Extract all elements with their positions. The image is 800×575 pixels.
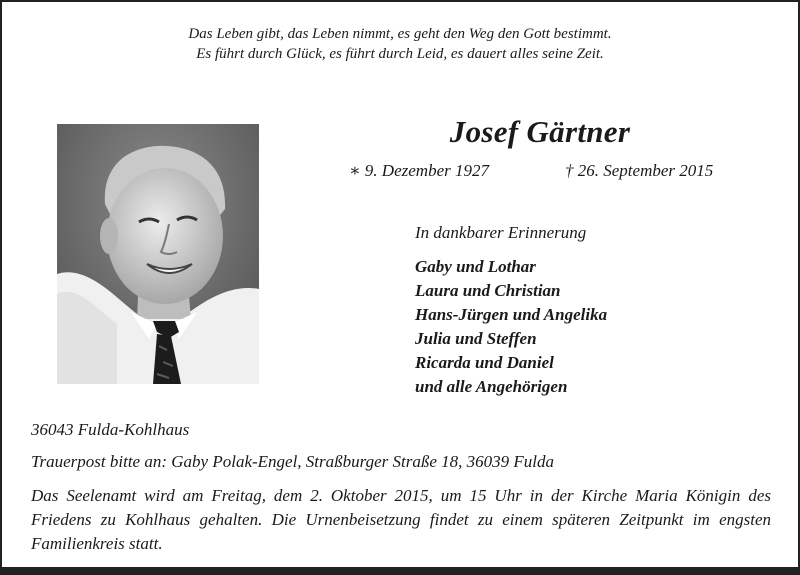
location-line: 36043 Fulda-Kohlhaus	[31, 420, 190, 439]
mourner-name: Gaby und Lothar	[415, 257, 536, 276]
mourners-list	[415, 255, 607, 399]
deceased-name: Josef Gärtner	[449, 114, 631, 149]
portrait-image	[57, 124, 259, 384]
mourner-name: Julia und Steffen	[415, 329, 537, 348]
condolence-address: Trauerpost bitte an: Gaby Polak-Engel, Straßburger Straße 18, 36039 Fulda	[31, 452, 555, 471]
birth-date: ∗ 9. Dezember 1927	[349, 161, 489, 180]
portrait-photo	[57, 124, 259, 384]
gratitude-line: In dankbarer Erinnerung	[415, 223, 587, 242]
mourner-name: und alle Angehörigen	[415, 377, 568, 396]
motto-line-1: Das Leben gibt, das Leben nimmt, es geht den Weg den Gott bestimmt.	[188, 26, 612, 42]
mourner-name: Ricarda und Daniel	[415, 353, 554, 372]
mourner-name: Laura und Christian	[415, 281, 561, 300]
mourner-name: Hans-Jürgen und Angelika	[415, 305, 608, 324]
motto-line-2: Es führt durch Glück, es führt durch Leid, es dauert alles seine Zeit.	[196, 46, 604, 62]
service-announcement: Das Seelenamt wird am Freitag, dem 2. Oktober 2015, um 15 Uhr in der Kirche Maria Königin des Friedens zu Kohlhaus gehalten. Die Urnenbeisetzung findet zu einem späteren Zeitpunkt im engsten Familienkreis statt.	[31, 486, 771, 553]
motto	[0, 24, 800, 64]
death-date: † 26. September 2015	[565, 161, 714, 180]
